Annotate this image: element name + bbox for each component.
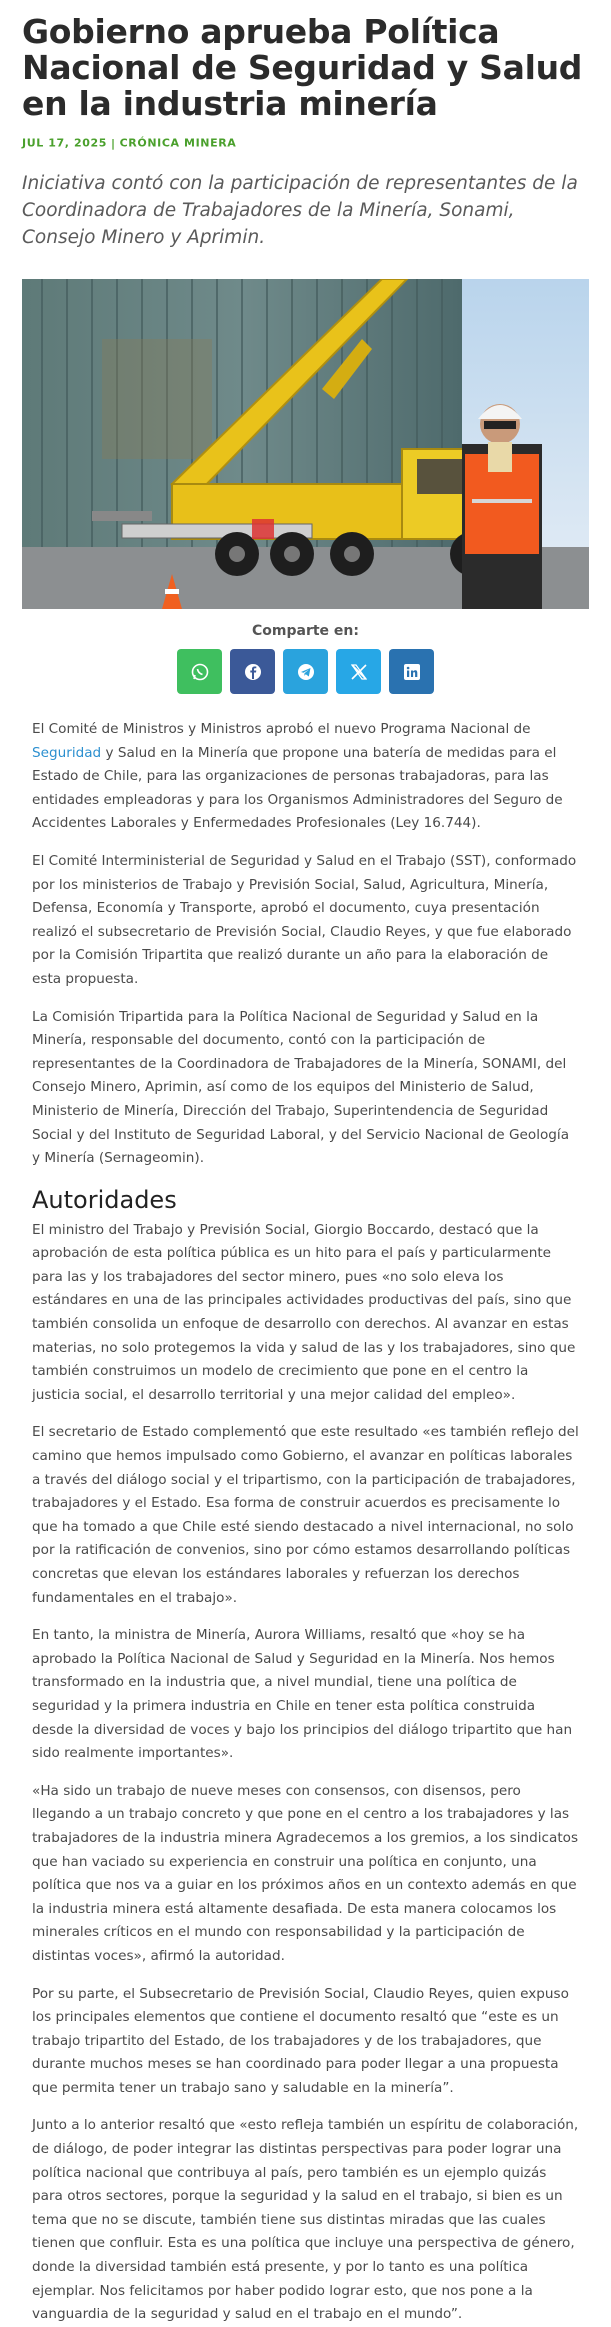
article-date: JUL 17, 2025 [22, 136, 107, 150]
article-title: Gobierno aprueba Política Nacional de Seguridad y Salud en la industria minería [22, 12, 583, 123]
telegram-icon [296, 662, 316, 682]
article-subtitle: Iniciativa contó con la participación de representantes de la Coordinadora de Trabajadores de la Minería, Sonami, Consejo Minero y Aprimin. [22, 173, 578, 248]
share-whatsapp-button[interactable] [177, 649, 222, 694]
paragraph: La Comisión Tripartida para la Política Nacional de Seguridad y Salud en la Minería, responsable del documento, contó con la participación de representantes de la Coordinadora de Trabajadores de la Minería, SONAMI, del Consejo Minero, Aprimin, así como de los equipos del Ministerio de Salud, Ministerio de Minería, Dirección del Trabajo, Superintendencia de Seguridad Social y del Instituto de Seguridad Laboral, y del Servicio Nacional de Geología y Minería (Sernageomin). [32, 1008, 570, 1167]
section-heading: Autoridades [32, 1185, 177, 1214]
article-body [32, 718, 579, 2327]
article-container [0, 14, 611, 2327]
seguridad-link[interactable]: Seguridad [32, 744, 102, 761]
facebook-icon [243, 662, 263, 682]
paragraph [32, 718, 579, 836]
share-telegram-button[interactable] [283, 649, 328, 694]
whatsapp-icon [190, 662, 210, 682]
hero-photo-crane-worker [22, 279, 589, 609]
paragraph: El secretario de Estado complementó que este resultado «es también reflejo del camino que hemos impulsado como Gobierno, el avanzar en políticas laborales a través del diálogo social y el tripartismo, con la participación de trabajadores, trabajadores y el Estado. Esa forma de construir acuerdos es precisamente lo que ha tomado a que Chile esté siendo destacado a nivel internacional, no solo por la ratificación de convenios, sino por cómo estamos desarrollando políticas concretas que elevan los estándares laborales y refuerzan los derechos fundamentales en el trabajo». [32, 1424, 579, 1606]
share-label: Comparte en: [252, 623, 359, 639]
hero-image [22, 279, 589, 609]
paragraph: El ministro del Trabajo y Previsión Social, Giorgio Boccardo, destacó que la aprobación de esta política pública es un hito para el país y particularmente para las y los trabajadores del sector minero, pues «no solo eleva los estándares en una de las principales actividades productivas del país, sino que también consolida un enfoque de desarrollo con derechos. Al avanzar en estas materias, no solo protegemos la vida y salud de las y los trabajadores, sino que también construimos un modelo de crecimiento que pone en el centro la justicia social, el desarrollo territorial y una mejor calidad del empleo». [32, 1221, 576, 1403]
linkedin-icon [402, 662, 422, 682]
article-meta [22, 136, 589, 152]
share-linkedin-button[interactable] [389, 649, 434, 694]
paragraph: Junto a lo anterior resaltó que «esto refleja también un espíritu de colaboración, de diálogo, de poder integrar las distintas perspectivas para poder lograr una política nacional que contribuya al país, pero también es un ejemplo quizás para otros sectores, porque la seguridad y la salud en el trabajo, si bien es un tema que no se discute, también tiene sus distintas miradas que las cuales tienen que confluir. Esta es una política que incluye una perspectiva de género, donde la diversidad también está presente, y por lo tanto es una política ejemplar. Nos felicitamos por haber podido lograr esto, que nos pone a la vanguardia de la seguridad y salud en el trabajo en el mundo”. [32, 2117, 579, 2323]
paragraph: El Comité Interministerial de Seguridad y Salud en el Trabajo (SST), conformado por los ministerios de Trabajo y Previsión Social, Salud, Agricultura, Minería, Defensa, Economía y Transporte, aprobó el documento, cuya presentación realizó el subsecretario de Previsión Social, Claudio Reyes, y que fue elaborado por la Comisión Tripartita que realizó durante un año para la elaboración de esta propuesta. [32, 852, 577, 987]
paragraph: Por su parte, el Subsecretario de Previsión Social, Claudio Reyes, quien expuso los principales elementos que contiene el documento resaltó que “este es un trabajo tripartito del Estado, de los trabajadores y de los trabajadores, que durante muchos meses se han coordinado para poder llegar a una propuesta que permita tener un trabajo sano y saludable en la minería”. [32, 1985, 569, 2096]
share-buttons [22, 649, 589, 694]
meta-separator: | [111, 136, 116, 150]
share-section [22, 623, 589, 694]
paragraph-text: y Salud en la Minería que propone una batería de medidas para el Estado de Chile, para las organizaciones de personas trabajadoras, para las entidades empleadoras y para los Organismos Administradores del Seguro de Accidentes Laborales y Enfermedades Profesionales (Ley 16.744). [32, 744, 563, 832]
share-facebook-button[interactable] [230, 649, 275, 694]
paragraph: «Ha sido un trabajo de nueve meses con consensos, con disensos, pero llegando a un trabajo concreto y que pone en el centro a los trabajadores y las trabajadores de la industria minera Agradecemos a los gremios, a los sindicatos que han vaciado su experiencia en construir una política en conjunto, una política que nos va a guiar en los próximos años en un contexto además en que la industria minera está altamente desafiada. De esta manera colocamos los minerales críticos en el mundo con responsabilidad y la participación de distintas voces», afirmó la autoridad. [32, 1782, 579, 1964]
x-icon [349, 662, 369, 682]
article-category-link[interactable]: CRÓNICA MINERA [119, 136, 237, 150]
paragraph-text: El Comité de Ministros y Ministros aprobó el nuevo Programa Nacional de [32, 721, 531, 737]
share-x-button[interactable] [336, 649, 381, 694]
paragraph: En tanto, la ministra de Minería, Aurora Williams, resaltó que «hoy se ha aprobado la Política Nacional de Salud y Seguridad en la Minería. Nos hemos transformado en la industria que, a nivel mundial, tiene una política de seguridad y la primera industria en Chile en tener esta política construida desde la diversidad de voces y bajo los principios del diálogo tripartito que han sido realmente importantes». [32, 1627, 573, 1762]
